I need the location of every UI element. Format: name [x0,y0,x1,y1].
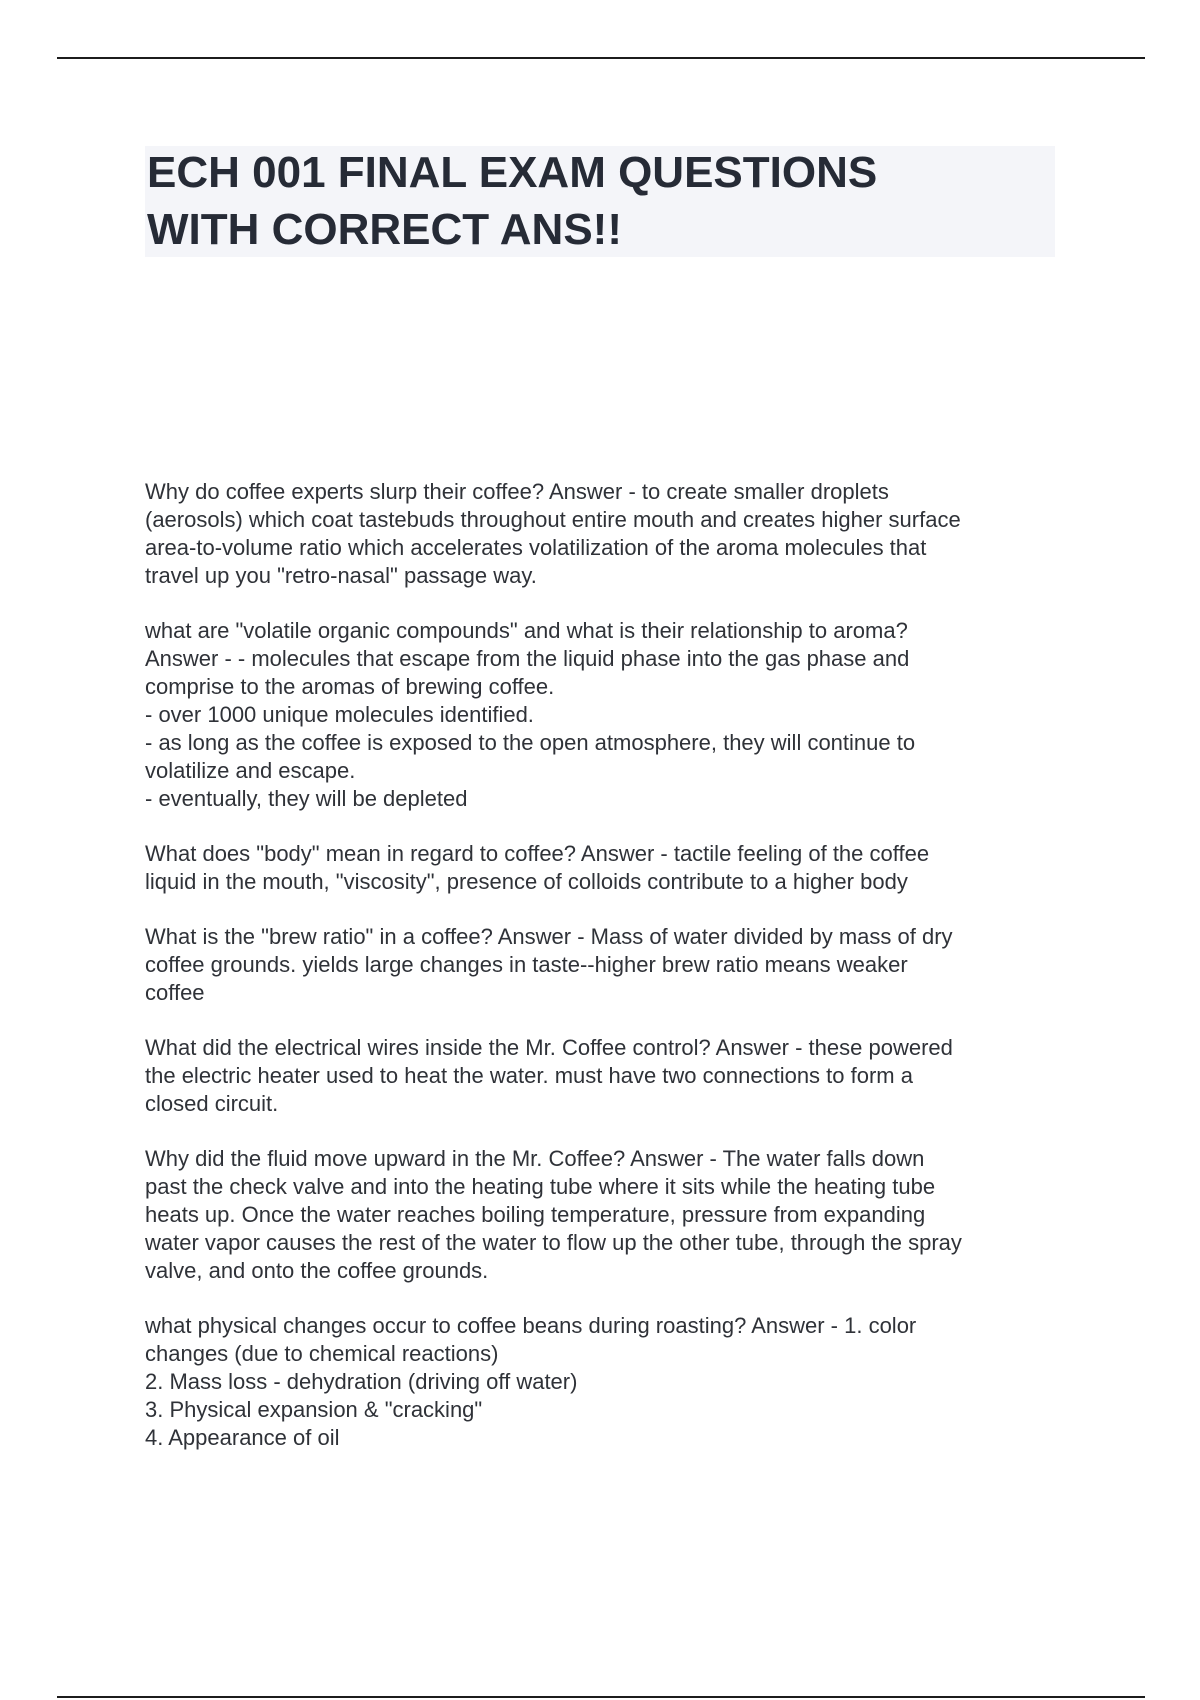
qa-item [145,1034,1065,1118]
qa-item [145,1145,1065,1285]
qa-line: Answer - - molecules that escape from the liquid phase into the gas phase and [145,646,910,671]
qa-line: Why do coffee experts slurp their coffee? Answer - to create smaller droplets [145,479,889,504]
document-title [147,144,1047,258]
qa-line: coffee [145,980,205,1005]
qa-line: closed circuit. [145,1091,279,1116]
qa-item [145,1312,1065,1452]
qa-item [145,923,1065,1007]
qa-line: What did the electrical wires inside the Mr. Coffee control? Answer - these powered [145,1035,953,1060]
title-line: ECH 001 FINAL EXAM QUESTIONS [147,148,878,197]
qa-line: - over 1000 unique molecules identified. [145,702,534,727]
qa-line: what are "volatile organic compounds" and what is their relationship to aroma? [145,618,908,643]
qa-line: What does "body" mean in regard to coffee? Answer - tactile feeling of the coffee [145,841,930,866]
qa-line: - eventually, they will be depleted [145,786,468,811]
qa-item [145,478,1065,590]
top-rule [57,57,1145,59]
qa-line: valve, and onto the coffee grounds. [145,1258,489,1283]
title-line: WITH CORRECT ANS!! [147,205,622,254]
qa-line: - as long as the coffee is exposed to the open atmosphere, they will continue to [145,730,916,755]
qa-line: changes (due to chemical reactions) [145,1341,499,1366]
qa-line: Why did the fluid move upward in the Mr. Coffee? Answer - The water falls down [145,1146,925,1171]
qa-line: the electric heater used to heat the water. must have two connections to form a [145,1063,913,1088]
qa-line: 3. Physical expansion & "cracking" [145,1397,483,1422]
question-answer-list [145,478,1065,1479]
qa-line: water vapor causes the rest of the water to flow up the other tube, through the spray [145,1230,962,1255]
qa-line: what physical changes occur to coffee beans during roasting? Answer - 1. color [145,1313,917,1338]
qa-line: heats up. Once the water reaches boiling temperature, pressure from expanding [145,1202,926,1227]
qa-line: (aerosols) which coat tastebuds throughout entire mouth and creates higher surface [145,507,961,532]
qa-line: travel up you "retro-nasal" passage way. [145,563,537,588]
qa-line: 2. Mass loss - dehydration (driving off water) [145,1369,578,1394]
bottom-rule [57,1696,1145,1698]
qa-line: liquid in the mouth, "viscosity", presence of colloids contribute to a higher body [145,869,908,894]
qa-line: past the check valve and into the heating tube where it sits while the heating tube [145,1174,936,1199]
qa-line: What is the "brew ratio" in a coffee? Answer - Mass of water divided by mass of dry [145,924,953,949]
qa-line: 4. Appearance of oil [145,1425,340,1450]
qa-item [145,617,1065,813]
qa-line: comprise to the aromas of brewing coffee. [145,674,555,699]
qa-line: coffee grounds. yields large changes in taste--higher brew ratio means weaker [145,952,908,977]
qa-line: volatilize and escape. [145,758,356,783]
qa-line: area-to-volume ratio which accelerates volatilization of the aroma molecules that [145,535,927,560]
qa-item [145,840,1065,896]
